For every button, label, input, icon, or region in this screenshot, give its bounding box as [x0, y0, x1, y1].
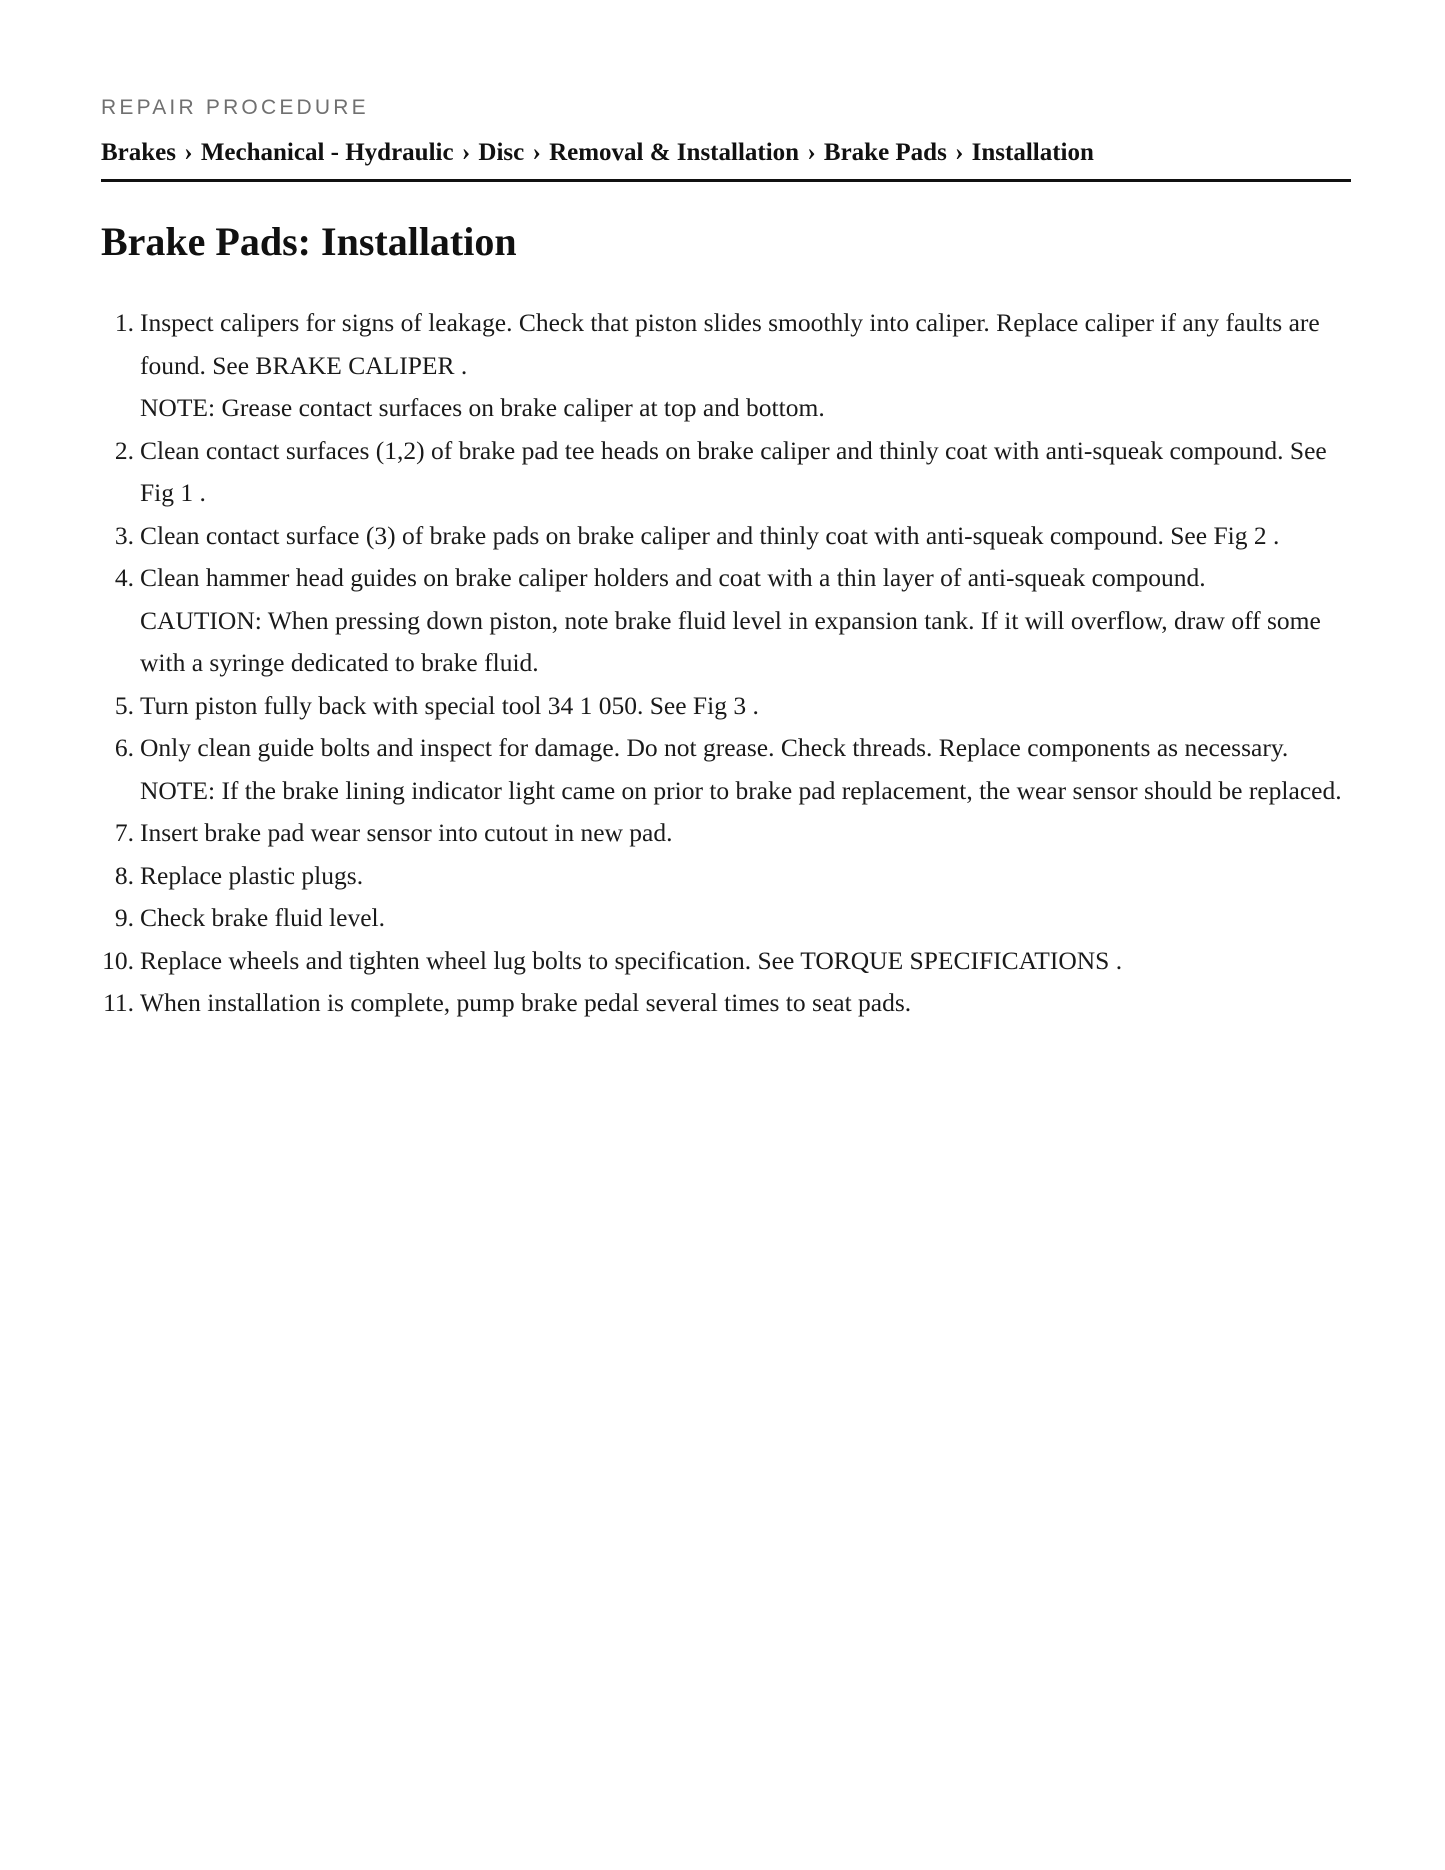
step-text: Replace plastic plugs. — [140, 860, 364, 890]
procedure-step — [101, 727, 1351, 812]
section-eyebrow: REPAIR PROCEDURE — [101, 96, 369, 119]
procedure-step — [101, 685, 1351, 728]
breadcrumb-separator: › — [807, 139, 816, 166]
procedure-step — [101, 302, 1351, 430]
step-text: Clean contact surfaces (1,2) of brake pad tee heads on brake caliper and thinly coat with anti-squeak compound. See Fig 1 . — [140, 435, 1327, 507]
step-note: NOTE: If the brake lining indicator light came on prior to brake pad replacement, the wear sensor should be replaced. — [140, 775, 1342, 805]
step-number: 8. — [114, 860, 134, 890]
breadcrumb — [101, 137, 1351, 169]
breadcrumb-item-brake-pads: Brake Pads — [823, 139, 947, 166]
procedure-step — [101, 897, 1351, 940]
step-caution: CAUTION: When pressing down piston, note brake fluid level in expansion tank. If it will overflow, draw off some with a syringe dedicated to brake fluid. — [140, 605, 1321, 677]
step-text: Clean hammer head guides on brake caliper holders and coat with a thin layer of anti-squeak compound. — [140, 563, 1206, 592]
procedure-step — [101, 940, 1351, 983]
step-note: NOTE: Grease contact surfaces on brake caliper at top and bottom. — [140, 393, 825, 422]
step-text: Clean contact surface (3) of brake pads on brake caliper and thinly coat with anti-squeak compound. See Fig 2 . — [140, 520, 1280, 550]
step-number: 7. — [114, 818, 134, 847]
step-text: Insert brake pad wear sensor into cutout in new pad. — [140, 818, 673, 847]
step-text: When installation is complete, pump brake pedal several times to seat pads. — [140, 988, 912, 1017]
breadcrumb-item-installation: Installation — [971, 139, 1094, 166]
step-number: 4. — [114, 563, 134, 592]
step-number: 1. — [114, 308, 134, 337]
breadcrumb-item-disc: Disc — [478, 139, 525, 166]
breadcrumb-separator: › — [532, 139, 541, 166]
breadcrumb-separator: › — [461, 139, 471, 166]
breadcrumb-item-mechanical-hydraulic: Mechanical - Hydraulic — [200, 139, 454, 166]
step-number: 5. — [114, 690, 134, 720]
page-title: Brake Pads: Installation — [101, 219, 517, 264]
breadcrumb-item-brakes: Brakes — [101, 139, 176, 166]
header-divider — [101, 179, 1351, 182]
step-text: Turn piston fully back with special tool 34 1 050. See Fig 3 . — [140, 690, 759, 720]
document-page — [101, 96, 1351, 1025]
procedure-steps-list — [101, 302, 1351, 1025]
breadcrumb-separator: › — [184, 139, 193, 166]
step-number: 11. — [103, 988, 134, 1017]
step-number: 10. — [102, 945, 134, 975]
step-text: Check brake fluid level. — [140, 903, 385, 932]
step-number: 9. — [114, 903, 134, 932]
procedure-step — [101, 515, 1351, 558]
procedure-step — [101, 855, 1351, 898]
procedure-step — [101, 557, 1351, 685]
step-number: 3. — [114, 520, 134, 550]
step-text: Only clean guide bolts and inspect for damage. Do not grease. Check threads. Replace components as necessary. — [140, 733, 1289, 762]
step-text: Replace wheels and tighten wheel lug bolts to specification. See TORQUE SPECIFICATIONS . — [140, 945, 1123, 975]
procedure-step — [101, 812, 1351, 855]
procedure-step — [101, 430, 1351, 515]
breadcrumb-separator: › — [955, 139, 964, 166]
procedure-step — [101, 982, 1351, 1025]
step-number: 6. — [114, 733, 134, 762]
step-text: Inspect calipers for signs of leakage. Check that piston slides smoothly into caliper. Replace caliper if any faults are found. See BRAKE CALIPER . — [140, 308, 1320, 380]
breadcrumb-item-removal-installation: Removal & Installation — [549, 139, 800, 166]
step-number: 2. — [114, 435, 134, 465]
